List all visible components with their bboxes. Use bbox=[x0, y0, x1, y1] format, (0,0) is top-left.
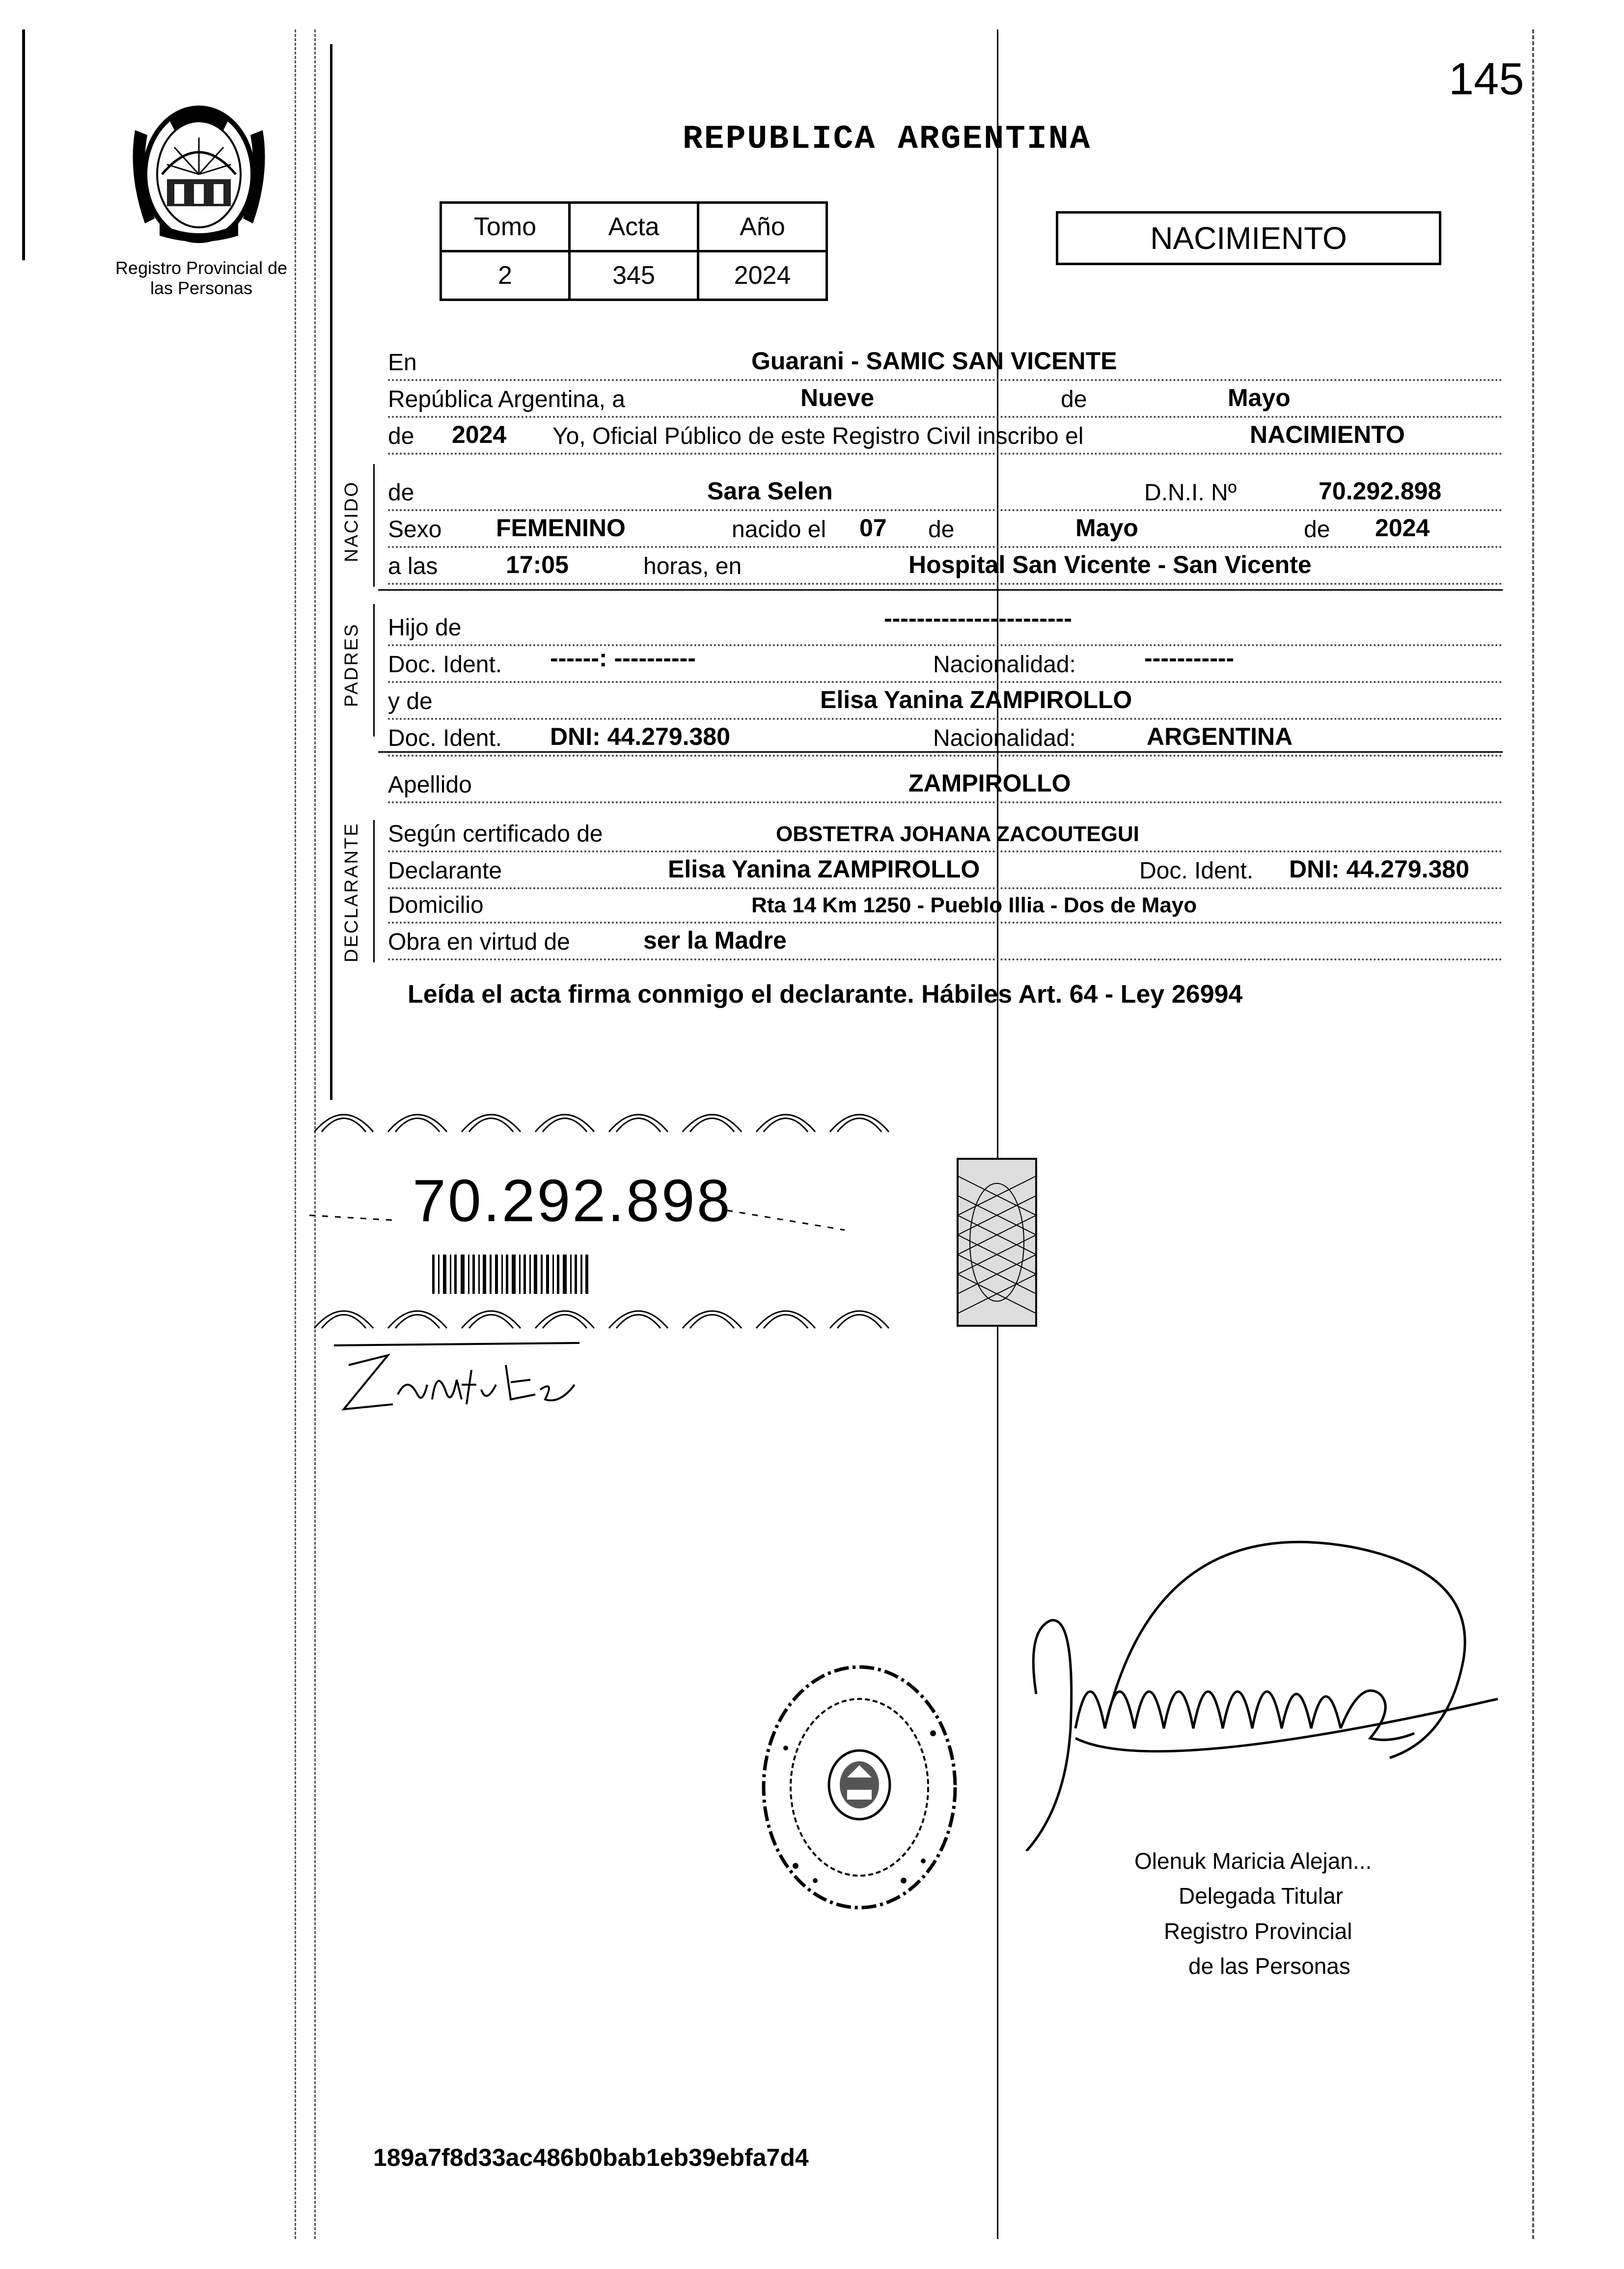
official-handwritten-signature-icon bbox=[1007, 1532, 1522, 1851]
certificado-label: Según certificado de bbox=[388, 821, 603, 847]
official-office-2: de las Personas bbox=[1188, 1953, 1350, 1979]
emblem-caption: Registro Provincial de las Personas bbox=[115, 258, 288, 299]
domicilio-label: Domicilio bbox=[388, 892, 484, 918]
row-capacity bbox=[388, 923, 1503, 960]
divider-nacido-end bbox=[378, 589, 1503, 591]
republica-label: República Argentina, a bbox=[388, 386, 625, 412]
reference-table bbox=[440, 201, 828, 301]
birth-time: 17:05 bbox=[506, 551, 569, 578]
nacido-label: nacido el bbox=[732, 517, 826, 543]
padres-bracket bbox=[373, 604, 375, 737]
mother-nat-label: Nacionalidad: bbox=[933, 725, 1076, 751]
row-time bbox=[388, 547, 1503, 585]
declarant-signature bbox=[329, 1336, 584, 1424]
document-title: REPUBLICA ARGENTINA bbox=[683, 120, 1092, 158]
row-declarant bbox=[388, 852, 1503, 889]
event-type: NACIMIENTO bbox=[1250, 421, 1405, 448]
child-dni: 70.292.898 bbox=[1319, 477, 1442, 505]
margin-dashed-line bbox=[295, 29, 296, 2239]
side-label-padres: PADRES bbox=[341, 623, 362, 707]
mother-doc-label: Doc. Ident. bbox=[388, 725, 502, 751]
row-father-doc bbox=[388, 646, 1503, 683]
row-year bbox=[388, 417, 1503, 455]
father-doc-label: Doc. Ident. bbox=[388, 652, 502, 678]
birth-de2-label: de bbox=[1304, 517, 1330, 543]
birth-year: 2024 bbox=[1375, 514, 1430, 542]
verification-hash: 189a7f8d33ac486b0bab1eb39ebfa7d4 bbox=[373, 2144, 809, 2171]
tomo-header: Tomo bbox=[441, 203, 570, 251]
mother-doc: DNI: 44.279.380 bbox=[550, 723, 730, 750]
declarant-address: Rta 14 Km 1250 - Pueblo Illia - Dos de Mayo bbox=[751, 893, 1197, 917]
hologram bbox=[955, 1156, 1039, 1328]
dni-label: D.N.I. Nº bbox=[1144, 480, 1237, 506]
horas-label: horas, en bbox=[643, 553, 742, 579]
anio-value: 2024 bbox=[698, 251, 827, 300]
page-number: 145 bbox=[1449, 54, 1524, 104]
child-sex: FEMENINO bbox=[496, 514, 626, 542]
official-role: Delegada Titular bbox=[1179, 1883, 1343, 1909]
child-surname: ZAMPIROLLO bbox=[908, 769, 1071, 797]
left-edge-line bbox=[22, 29, 25, 260]
name-label: de bbox=[388, 480, 414, 506]
mother-name: Elisa Yanina ZAMPIROLLO bbox=[820, 686, 1132, 713]
row-name bbox=[388, 474, 1503, 511]
declarante-bracket bbox=[373, 820, 375, 962]
apellido-label: Apellido bbox=[388, 772, 472, 798]
registration-place: Guarani - SAMIC SAN VICENTE bbox=[751, 347, 1117, 375]
father-doc: ------: ---------- bbox=[550, 644, 696, 672]
province-emblem bbox=[125, 101, 273, 248]
official-stamp bbox=[756, 1660, 963, 1915]
row-sex bbox=[388, 511, 1503, 548]
yo-text: Yo, Oficial Público de este Registro Civil inscribo el bbox=[552, 423, 1084, 449]
declarant-capacity: ser la Madre bbox=[643, 927, 787, 954]
row-date bbox=[388, 381, 1503, 418]
de-label: de bbox=[1061, 386, 1087, 412]
province-emblem-icon bbox=[125, 101, 273, 248]
anio-header: Año bbox=[698, 203, 827, 251]
y-de-label: y de bbox=[388, 688, 433, 714]
father-nationality: ----------- bbox=[1144, 644, 1235, 672]
side-label-nacido: NACIDO bbox=[341, 481, 362, 562]
father-nat-label: Nacionalidad: bbox=[933, 652, 1076, 678]
official-office-1: Registro Provincial bbox=[1164, 1918, 1352, 1944]
nacido-bracket bbox=[373, 464, 375, 587]
margin-solid-line bbox=[330, 44, 332, 1100]
birth-month: Mayo bbox=[1075, 514, 1138, 542]
barcode-number: 70.292.898 bbox=[413, 1167, 732, 1234]
row-mother-doc bbox=[388, 719, 1503, 757]
official-block bbox=[1134, 1844, 1372, 1984]
closing-statement: Leída el acta firma conmigo el declarante. Hábiles Art. 64 - Ley 26994 bbox=[408, 980, 1243, 1009]
certificate-issuer: OBSTETRA JOHANA ZACOUTEGUI bbox=[776, 822, 1139, 846]
declarant-doc: DNI: 44.279.380 bbox=[1289, 855, 1469, 883]
declarant-name: Elisa Yanina ZAMPIROLLO bbox=[668, 855, 980, 883]
registration-day: Nueve bbox=[800, 384, 875, 411]
hijo-label: Hijo de bbox=[388, 615, 462, 641]
right-edge-line bbox=[1532, 29, 1534, 2239]
de2-label: de bbox=[388, 423, 414, 449]
en-label: En bbox=[388, 350, 417, 376]
tomo-value: 2 bbox=[441, 251, 570, 300]
child-name: Sara Selen bbox=[707, 477, 833, 505]
birth-de-label: de bbox=[928, 517, 955, 543]
birth-place: Hospital San Vicente - San Vicente bbox=[908, 551, 1312, 578]
mother-nationality: ARGENTINA bbox=[1147, 723, 1293, 750]
obra-label: Obra en virtud de bbox=[388, 929, 570, 955]
row-surname bbox=[388, 766, 1503, 803]
declarante-label: Declarante bbox=[388, 858, 502, 884]
registration-year: 2024 bbox=[452, 421, 507, 448]
handwritten-signature-icon bbox=[329, 1336, 584, 1424]
sexo-label: Sexo bbox=[388, 517, 442, 543]
birth-day: 07 bbox=[859, 514, 887, 542]
acta-header: Acta bbox=[570, 203, 698, 251]
act-type-box: NACIMIENTO bbox=[1056, 211, 1441, 265]
row-certificate bbox=[388, 815, 1503, 852]
father-name: ----------------------- bbox=[884, 604, 1072, 632]
row-place bbox=[388, 344, 1503, 381]
official-signature bbox=[1007, 1532, 1522, 1851]
a-las-label: a las bbox=[388, 553, 438, 579]
row-father bbox=[388, 604, 1503, 646]
official-seal-icon bbox=[756, 1660, 963, 1915]
registration-month: Mayo bbox=[1228, 384, 1291, 411]
acta-value: 345 bbox=[570, 251, 698, 300]
hologram-icon bbox=[955, 1156, 1039, 1328]
side-label-declarante: DECLARANTE bbox=[341, 822, 362, 962]
official-name: Olenuk Maricia Alejan... bbox=[1134, 1848, 1372, 1874]
row-mother bbox=[388, 683, 1503, 720]
row-address bbox=[388, 886, 1503, 924]
declarant-doc-label: Doc. Ident. bbox=[1139, 858, 1254, 884]
